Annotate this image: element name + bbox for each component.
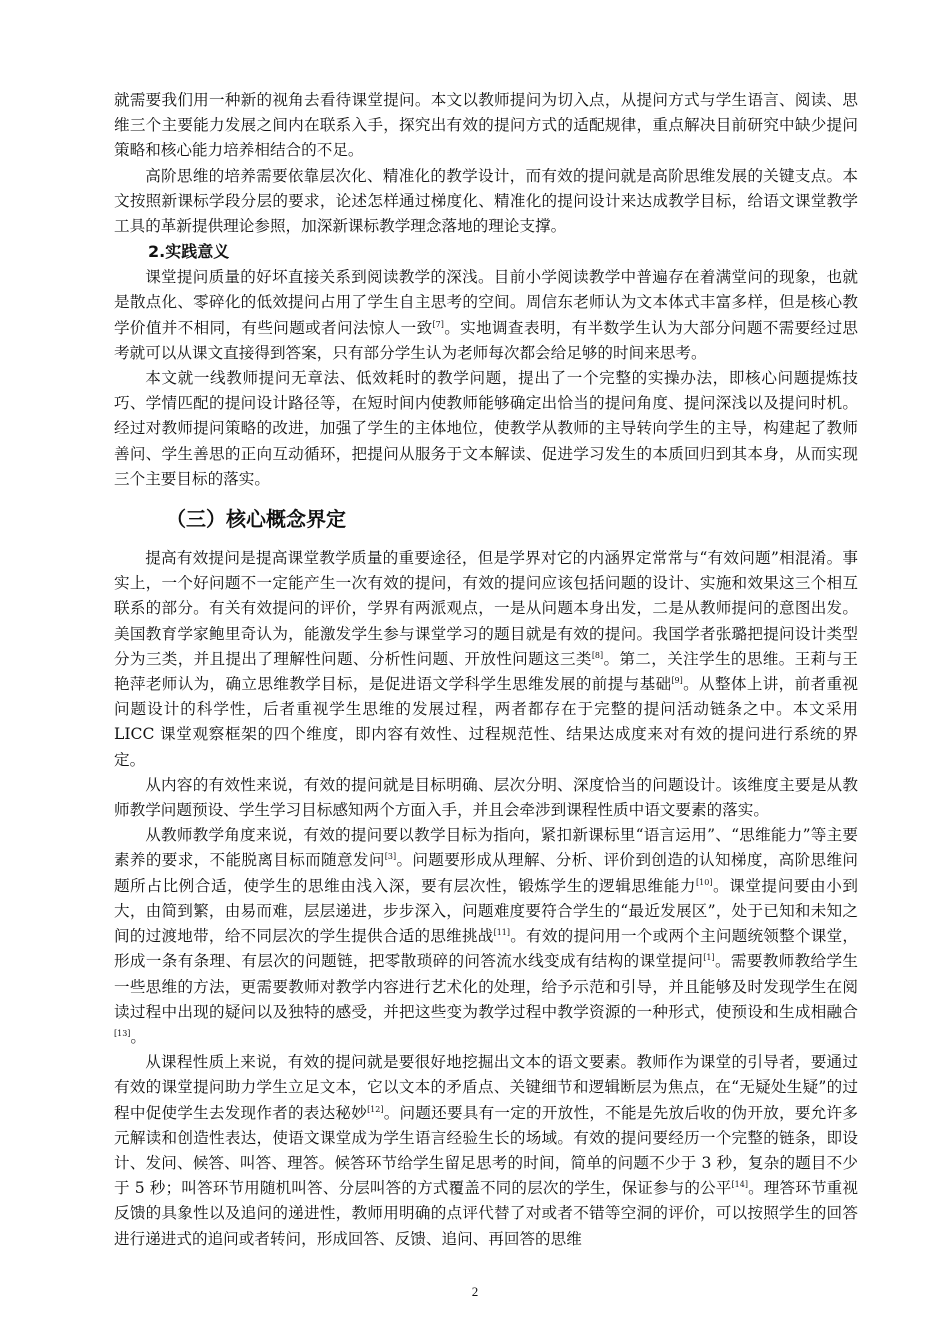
citation-reference: [7] xyxy=(432,319,444,329)
citation-reference: [12] xyxy=(367,1104,384,1114)
citation-reference: [11] xyxy=(493,928,511,938)
paragraph-text: 。课堂提问要由小到大，由简到繁，由易而难，层层递进，步步深入，问题难度要符合学生的“最近发展区”，处于已知和未知之间的过渡地带，给不同层次的学生提供合适的思维挑战 xyxy=(114,876,858,946)
citation-reference: [14] xyxy=(731,1180,748,1190)
paragraph xyxy=(114,88,858,164)
paragraph-text: 。实地调查表明，有半数学生认为大部分问题不需要经过思考就可以从课文直接得到答案，只有部分学生认为老师每次都会给足够的时间来思考。 xyxy=(114,318,858,362)
subheading-practice-significance: 2.实践意义 xyxy=(148,242,230,262)
paragraph-group-concepts xyxy=(114,546,858,1252)
paragraph xyxy=(114,546,858,773)
paragraph-group-intro xyxy=(114,88,858,239)
paragraph-text: 。从整体上讲，前者重视问题设计的科学性，后者重视学生思维的发展过程，两者都存在于完整的提问活动链条之中。本文采用 LICC 课堂观察框架的四个维度，即内容有效性、过程规范性、结果达成度来对有效的提问进行系统的界定。 xyxy=(114,675,858,769)
paragraph-text: 。需要教师教给学生一些思维的方法，更需要教师对教学内容进行艺术化的处理，给予示范和引导，并且能够及时发现学生在阅读过程中出现的疑问以及独特的感受，并把这些变为教学过程中教学资源的一种形式，使预设和生成相融合 xyxy=(114,952,858,1021)
paragraph-text: 。理答环节重视反馈的具象性以及追问的递进性，教师用明确的点评代替了对或者不错等空洞的评价，可以按照学生的回答进行递进式的追问或者转问，形成回答、反馈、追问、再回答的思维 xyxy=(114,1179,858,1248)
citation-reference: [1] xyxy=(703,953,715,963)
paragraph-text: 。问题还要具有一定的开放性，不能是先放后收的伪开放，要允许多元解读和创造性表达，使语文课堂成为学生语言经验生长的场域。有效的提问要经历一个完整的链条，即设计、发问、候答、叫答、理答。候答环节给学生留足思考的时间，简单的问题不少于 3 秒，复杂的题目不少于 5 秒；叫答环节用随机叫答、分层叫答的方式覆盖不同的层次的学生，保证参与的公平 xyxy=(114,1103,858,1198)
paragraph xyxy=(114,773,858,823)
citation-reference: [10] xyxy=(696,877,713,887)
paragraph-text: 高阶思维的培养需要依靠层次化、精准化的教学设计，而有效的提问就是高阶思维发展的关键支点。本文按照新课标学段分层的要求，论述怎样通过梯度化、精准化的提问设计来达成教学目标，给语文课堂教学工具的革新提供理论参照，加深新课标教学理念落地的理论支撑。 xyxy=(114,166,858,236)
paragraph xyxy=(114,366,858,492)
document-body xyxy=(114,88,858,1252)
paragraph-text: 。问题要形成从理解、分析、评价到创造的认知梯度，高阶思维问题所占比例合适，使学生的思维由浅入深，要有层次性，锻炼学生的逻辑思维能力 xyxy=(114,851,858,895)
citation-reference: [8] xyxy=(591,650,604,660)
paragraph-text: 课堂提问质量的好坏直接关系到阅读教学的深浅。目前小学阅读教学中普遍存在着满堂问的现象，也就是散点化、零碎化的低效提问占用了学生自主思考的空间。周信东老师认为文本体式丰富多样，但是核心教学价值并不相同，有些问题或者问法惊人一致 xyxy=(114,268,858,337)
page-number: 2 xyxy=(471,1284,479,1299)
paragraph xyxy=(114,823,858,1050)
section-heading-core-concepts: （三）核心概念界定 xyxy=(166,507,346,532)
paragraph-text: 。 xyxy=(130,1027,147,1046)
paragraph-group-practice xyxy=(114,265,858,492)
citation-reference: [13] xyxy=(114,1028,131,1038)
citation-reference: [3] xyxy=(384,852,397,862)
paragraph xyxy=(114,164,858,240)
citation-reference: [9] xyxy=(671,676,683,686)
paragraph-text: 就需要我们用一种新的视角去看待课堂提问。本文以教师提问为切入点，从提问方式与学生语言、阅读、思维三个主要能力发展之间内在联系入手，探究出有效的提问方式的适配规律，重点解决目前研究中缺少提问策略和核心能力培养相结合的不足。 xyxy=(114,91,858,160)
paragraph-text: 从内容的有效性来说，有效的提问就是目标明确、层次分明、深度恰当的问题设计。该维度主要是从教师教学问题预设、学生学习目标感知两个方面入手，并且会牵涉到课程性质中语文要素的落实。 xyxy=(114,775,858,820)
paragraph-text: 。有效的提问用一个或两个主问题统领整个课堂，形成一条有条理、有层次的问题链，把零散琐碎的问答流水线变成有结构的课堂提问 xyxy=(114,927,858,971)
paragraph-text: 提高有效提问是提高课堂教学质量的重要途径，但是学界对它的内涵界定常常与“有效问题”相混淆。事实上，一个好问题不一定能产生一次有效的提问，有效的提问应该包括问题的设计、实施和效果这三个相互联系的部分。有关有效提问的评价，学界有两派观点，一是从问题本身出发，二是从教师提问的意图出发。美国教育学家鲍里奇认为，能激发学生参与课堂学习的题目就是有效的提问。我国学者张璐把提问设计类型分为三类，并且提出了理解性问题、分析性问题、开放性问题这三类 xyxy=(114,549,858,668)
paragraph xyxy=(114,265,858,366)
paragraph-text: 从课程性质上来说，有效的提问就是要很好地挖掘出文本的语文要素。教师作为课堂的引导者，要通过有效的课堂提问助力学生立足文本，它以文本的矛盾点、关键细节和逻辑断层为焦点，在“无疑处生疑”的过程中促使学生去发现作者的表达秘妙 xyxy=(114,1053,858,1122)
paragraph-text: 从教师教学角度来说，有效的提问要以教学目标为指向，紧扣新课标里“语言运用”、“思维能力”等主要素养的要求，不能脱离目标而随意发问 xyxy=(114,826,858,870)
paragraph-text: 本文就一线教师提问无章法、低效耗时的教学问题，提出了一个完整的实操办法，即核心问题提炼技巧、学情匹配的提问设计路径等，在短时间内使教师能够确定出恰当的提问角度、提问深浅以及提问时机。经过对教师提问策略的改进，加强了学生的主体地位，使教学从教师的主导转向学生的主导，构建起了教师善问、学生善思的正向互动循环，把提问从服务于文本解读、促进学习发生的本质回归到其本身，从而实现三个主要目标的落实。 xyxy=(114,369,858,488)
paragraph-text: 。第二，关注学生的思维。王莉与王艳萍老师认为，确立思维教学目标，是促进语文学科学生思维发展的前提与基础 xyxy=(114,649,858,694)
paragraph xyxy=(114,1050,858,1252)
